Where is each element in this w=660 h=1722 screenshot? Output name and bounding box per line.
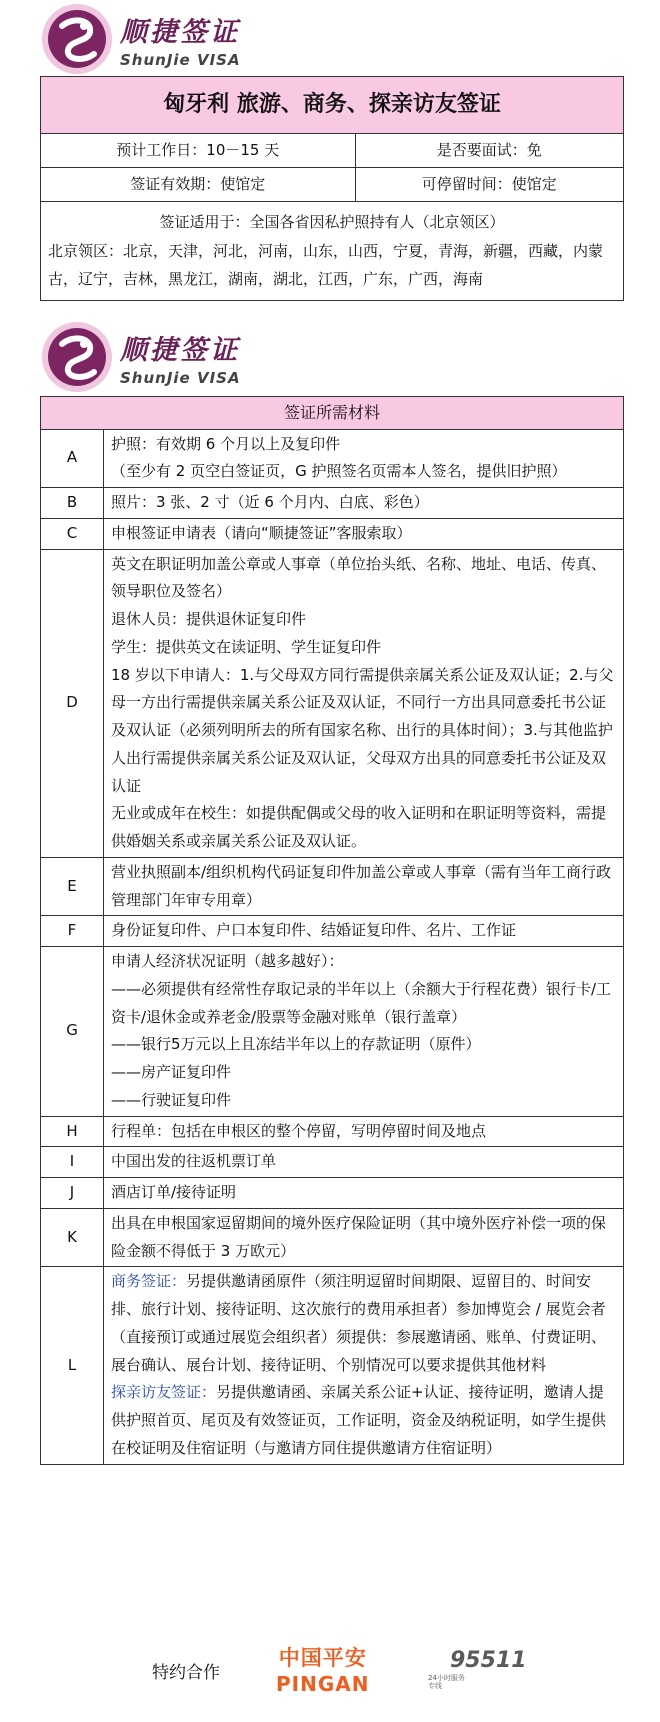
row-content bbox=[104, 518, 624, 549]
row-line: ——银行5万元以上且冻结半年以上的存款证明（原件） bbox=[111, 1035, 481, 1054]
table-row bbox=[41, 947, 624, 1117]
row-key: D bbox=[41, 549, 104, 857]
row-line: 行程单：包括在申根区的整个停留，写明停留时间及地点 bbox=[111, 1121, 487, 1140]
footer bbox=[0, 1640, 660, 1700]
sponsor-label: 特约合作 bbox=[152, 1663, 220, 1683]
row-key: J bbox=[41, 1178, 104, 1209]
row-key: A bbox=[41, 429, 104, 488]
hotline-caption: 24小时服务专线 bbox=[428, 1674, 465, 1691]
brand-name-cn: 顺捷签证 bbox=[120, 16, 240, 48]
materials-rows bbox=[41, 429, 624, 1267]
row-key: F bbox=[41, 916, 104, 947]
visa-info-table bbox=[40, 76, 624, 301]
row-line: 学生：提供英文在读证明、学生证复印件 bbox=[111, 637, 382, 656]
table-row bbox=[41, 1116, 624, 1147]
row-key: H bbox=[41, 1116, 104, 1147]
hotline-number: 95511 bbox=[450, 1648, 527, 1673]
row-line: 无业或成年在校生：如提供配偶或父母的收入证明和在职证明等资料，需提供婚姻关系或亲属关系公证及双认证。 bbox=[111, 804, 607, 851]
row-key: G bbox=[41, 947, 104, 1117]
row-line: ——房产证复印件 bbox=[111, 1063, 232, 1082]
pingan-name-en: PINGAN bbox=[276, 1672, 370, 1696]
row-line: 出具在申根国家逗留期间的境外医疗保险证明（其中境外医疗补偿一项的保险金额不得低于 3 万欧元） bbox=[111, 1213, 607, 1260]
pingan-logo bbox=[276, 1642, 369, 1696]
row-content bbox=[104, 947, 624, 1117]
table-row bbox=[41, 518, 624, 549]
business-visa-label: 商务签证： bbox=[111, 1272, 187, 1291]
row-line: 退休人员：提供退休证复印件 bbox=[111, 610, 307, 629]
row-line: 申请人经济状况证明（越多越好）： bbox=[111, 952, 344, 971]
row-line: 营业执照副本/组织机构代码证复印件加盖公章或人事章（需有当年工商行政管理部门年审专用章） bbox=[111, 862, 612, 909]
row-content bbox=[104, 549, 624, 857]
family-visit-text: 另提供邀请函、亲属关系公证+认证、接待证明，邀请人提供护照首页、尾页及有效签证页，工作证明，资金及纳税证明，如学生提供在校证明及住宿证明（与邀请方同住提供邀请方住宿证明） bbox=[111, 1383, 607, 1457]
row-content bbox=[104, 857, 624, 916]
row-line: ——行驶证复印件 bbox=[111, 1090, 232, 1109]
row-line: 18 岁以下申请人：1.与父母双方同行需提供亲属关系公证及双认证；2.与父母一方出行需提供亲属关系公证及双认证，不同行一方出具同意委托书公证及双认证（必须列明所去的所有国家名称、出行的具体时间）；3.与其他监护人出行需提供亲属关系公证及双认证，父母双方出具的同意委托书公证及双认证 bbox=[111, 665, 614, 795]
table-row bbox=[41, 549, 624, 857]
visa-validity: 签证有效期：使馆定 bbox=[41, 168, 356, 202]
pingan-name-cn: 中国平安 bbox=[278, 1646, 367, 1670]
table-row bbox=[41, 1178, 624, 1209]
row-content bbox=[104, 1178, 624, 1209]
row-key: L bbox=[41, 1267, 104, 1464]
row-content bbox=[104, 1147, 624, 1178]
table-row bbox=[41, 1147, 624, 1178]
row-key: K bbox=[41, 1208, 104, 1267]
row-content bbox=[104, 488, 624, 519]
processing-time: 预计工作日：10－15 天 bbox=[41, 134, 356, 168]
table-row bbox=[41, 488, 624, 519]
materials-header: 签证所需材料 bbox=[41, 397, 624, 430]
brand-logo bbox=[40, 2, 241, 76]
table-row bbox=[41, 916, 624, 947]
applicable-scope bbox=[41, 202, 624, 301]
brand-name-cn: 顺捷签证 bbox=[120, 334, 240, 366]
scope-line: 签证适用于：全国各省因私护照持有人（北京领区） bbox=[159, 213, 505, 231]
business-visa-text: 另提供邀请函原件（须注明逗留时间期限、逗留目的、时间安排、旅行计划、接待证明、这次旅行的费用承担者）参加博览会 / 展览会者（直接预订或通过展览会组织者）须提供：参展邀请函、账单、付费证明、展台确认、展台计划、接待证明、个别情况可以要求提供其他材料 bbox=[111, 1272, 607, 1374]
brand-logo-icon bbox=[40, 320, 114, 394]
brand-name-en: ShunJie VISA bbox=[120, 368, 241, 387]
row-line: 申根签证申请表（请向“顺捷签证”客服索取） bbox=[111, 523, 412, 542]
table-row bbox=[41, 1267, 624, 1464]
page-title: 匈牙利 旅游、商务、探亲访友签证 bbox=[41, 77, 624, 134]
row-key: C bbox=[41, 518, 104, 549]
row-key: I bbox=[41, 1147, 104, 1178]
row-content bbox=[104, 916, 624, 947]
row-content bbox=[104, 1267, 624, 1464]
table-row bbox=[41, 429, 624, 488]
row-line: 身份证复印件、户口本复印件、结婚证复印件、名片、工作证 bbox=[111, 921, 517, 940]
row-line: 中国出发的往返机票订单 bbox=[111, 1152, 277, 1171]
consular-region: 北京领区：北京，天津，河北，河南，山东，山西，宁夏，青海，新疆，西藏，内蒙古，辽宁，吉林，黑龙江，湖南，湖北，江西，广东，广西，海南 bbox=[48, 241, 604, 288]
row-key: E bbox=[41, 857, 104, 916]
row-content bbox=[104, 1208, 624, 1267]
brand-name-en: ShunJie VISA bbox=[120, 50, 241, 69]
brand-logo-2 bbox=[40, 320, 241, 394]
row-line: 英文在职证明加盖公章或人事章（单位抬头纸、名称、地址、电话、传真、领导职位及签名） bbox=[111, 554, 607, 601]
row-line: 酒店订单/接待证明 bbox=[111, 1183, 237, 1202]
interview-required: 是否要面试：免 bbox=[355, 134, 623, 168]
materials-table bbox=[40, 396, 624, 1465]
stay-duration: 可停留时间：使馆定 bbox=[355, 168, 623, 202]
family-visit-label: 探亲访友签证： bbox=[111, 1383, 217, 1402]
row-line: 护照：有效期 6 个月以上及复印件 bbox=[111, 434, 341, 453]
table-row bbox=[41, 857, 624, 916]
row-line: ——必须提供有经常性存取记录的半年以上（余额大于行程花费）银行卡/工资卡/退休金或养老金/股票等金融对账单（银行盖章） bbox=[111, 979, 612, 1026]
row-content bbox=[104, 1116, 624, 1147]
row-key: B bbox=[41, 488, 104, 519]
row-line: 照片：3 张、2 寸（近 6 个月内、白底、彩色） bbox=[111, 493, 429, 512]
brand-logo-icon bbox=[40, 2, 114, 76]
table-row bbox=[41, 1208, 624, 1267]
row-line: （至少有 2 页空白签证页，G 护照签名页需本人签名，提供旧护照） bbox=[111, 462, 567, 481]
row-content bbox=[104, 429, 624, 488]
